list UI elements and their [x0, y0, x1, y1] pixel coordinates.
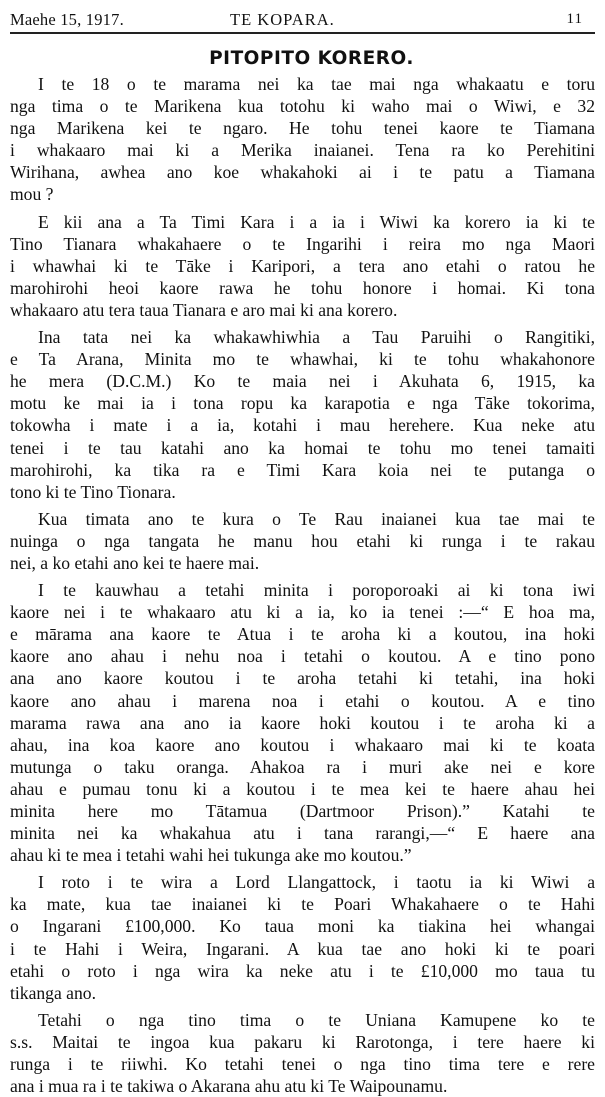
- text-line: mou ?: [10, 184, 54, 205]
- text-line: nuinga o nga tangata he manu hou etahi ki runga i te rakau: [10, 530, 595, 551]
- text-line: marohirohi heoi kaore rawa he tohu honore i homai. Ki tona: [10, 277, 595, 298]
- text-line: Wirihana, awhea ano koe whakahoki ai i te patu a Tiamana: [10, 162, 595, 183]
- page-number: 11: [566, 11, 583, 27]
- text-line: kaore nei i te whakaaro atu ki a ia, ko ia tenei :—“ E hoa ma,: [10, 602, 595, 623]
- text-line: Kua timata ano te kura o Te Rau inaianei kua tae mai te: [38, 508, 595, 529]
- paragraph: [10, 871, 595, 1004]
- text-line: nei, a ko etahi ano kei te haere mai.: [10, 552, 260, 573]
- text-line: ana i mua ra i te takiwa o Akarana ahu atu ki Te Waipounamu.: [10, 1076, 448, 1097]
- text-line: etahi o roto i nga wira ka neke atu i te £10,000 mo taua tu: [10, 960, 595, 981]
- page-header: [10, 4, 595, 30]
- text-line: tono ki te Tino Tionara.: [10, 481, 176, 502]
- newspaper-title: TE KOPARA.: [230, 10, 335, 29]
- text-line: I te 18 o te marama nei ka tae mai nga whakaatu e toru: [38, 74, 595, 94]
- header-rule: [10, 32, 595, 34]
- text-line: i whawhai ki te Tāke i Karipori, a tera ano etahi o ratou he: [10, 255, 595, 276]
- text-line: he mera (D.C.M.) Ko te maia nei i Akuhata 6, 1915, ka: [10, 371, 595, 392]
- article-body: [10, 73, 595, 1097]
- paragraph: [10, 508, 595, 574]
- text-line: Ina tata nei ka whakawhiwhia a Tau Paruihi o Rangitiki,: [38, 327, 595, 348]
- text-line: I roto i te wira a Lord Llangattock, i taotu ia ki Wiwi a: [38, 872, 595, 893]
- text-line: whakaaro atu tera taua Tianara e aro mai ki ana korero.: [10, 299, 398, 320]
- paragraph: [10, 73, 595, 206]
- text-line: minita nei ka whakahua atu i tana rarangi,—“ E haere ana: [10, 823, 595, 844]
- text-line: I te kauwhau a tetahi minita i poroporoaki ai ki tona iwi: [38, 580, 595, 601]
- issue-date: Maehe 15, 1917.: [10, 10, 124, 29]
- paragraph: [10, 579, 595, 866]
- text-line: ahau, ina koa kaore ano koutou i whakaaro mai ki te koata: [10, 734, 595, 755]
- paragraph: [10, 1009, 595, 1097]
- text-line: i te Hahi i Weira, Ingarani. A kua tae ano hoki ki te poari: [10, 938, 595, 959]
- text-line: ahau ki te mea i tetahi wahi hei tukunga ake mo koutou.”: [10, 845, 412, 866]
- text-line: ahau e pumau tonu ki a koutou i te mea kei te haere ahau hei: [10, 778, 595, 799]
- text-line: motu ke mai ia i tona ropu ka karapotia e nga Tāke tokorima,: [10, 393, 595, 414]
- text-line: tikanga ano.: [10, 982, 96, 1003]
- text-line: tokowha i mate i a ia, kotahi i mau herehere. Kua neke atu: [10, 415, 595, 436]
- text-line: mutunga o taku oranga. Ahakoa ra i muri ake nei e kore: [10, 756, 595, 777]
- text-line: kaore ano ahau i marena noa i etahi o koutou. A e tino: [10, 690, 595, 711]
- paragraph: [10, 211, 595, 321]
- text-line: ka mate, kua tae inaianei ki te Poari Whakahaere o te Hahi: [10, 894, 595, 915]
- text-line: kaore ano ahau i nehu noa i tetahi o koutou. A e tino pono: [10, 646, 595, 667]
- text-line: tenei i te tau katahi ano ka homai te tohu mo tenei tamaiti: [10, 437, 595, 458]
- text-line: e mārama ana kaore te Atua i te aroha ki a koutou, ina hoki: [10, 624, 595, 645]
- text-line: nga Marikena kei te ngaro. He tohu tenei kaore te Tiamana: [10, 118, 595, 139]
- text-line: minita here mo Tātamua (Dartmoor Prison).” Katahi te: [10, 801, 595, 821]
- paragraph: [10, 326, 595, 503]
- text-line: E kii ana a Ta Timi Kara i a ia i Wiwi ka korero ia ki te: [38, 211, 595, 232]
- text-line: Tetahi o nga tino tima o te Uniana Kamupene ko te: [38, 1009, 595, 1030]
- text-line: i whakaaro mai ki a Merika inaianei. Tena ra ko Perehitini: [10, 140, 595, 161]
- article-heading: PITOPITO KORERO.: [209, 48, 414, 69]
- text-line: o Ingarani £100,000. Ko taua moni ka tiakina hei whangai: [10, 916, 595, 937]
- text-line: s.s. Maitai te ingoa kua pakaru ki Rarotonga, i tere haere ki: [10, 1031, 595, 1052]
- text-line: Tino Tianara whakahaere o te Ingarihi i reira mo nga Maori: [10, 233, 595, 254]
- text-line: ana ano kaore koutou i te aroha tetahi ki tetahi, ina hoki: [10, 668, 595, 689]
- text-line: nga tima o te Marikena kua totohu ki waho mai o Wiwi, e 32: [10, 96, 595, 117]
- text-line: marama rawa ana ano ia kaore hoki koutou i te aroha ki a: [10, 712, 595, 733]
- text-line: e Ta Arana, Minita mo te whawhai, ki te tohu whakahonore: [10, 349, 595, 370]
- text-line: runga i te riiwhi. Ko tetahi tenei o nga tino tima tere e rere: [10, 1054, 595, 1075]
- text-line: marohirohi, ka tika ra e Timi Kara koia nei te putanga o: [10, 459, 595, 480]
